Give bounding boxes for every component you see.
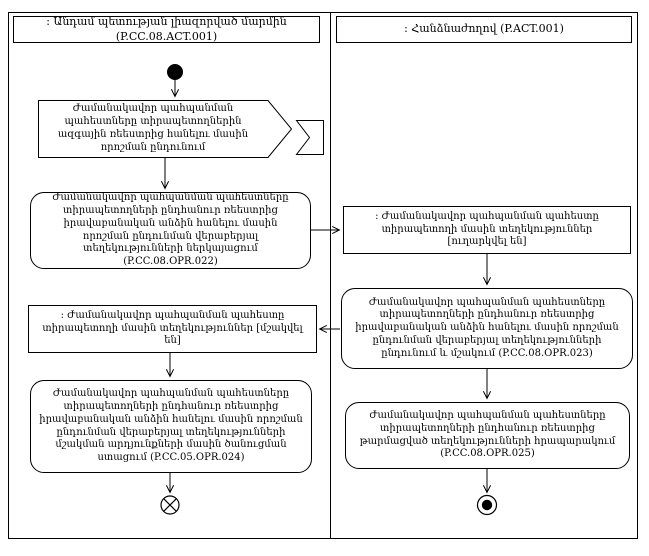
object-node-info-processed	[28, 305, 317, 353]
action-node-opr-025	[345, 402, 630, 469]
activity-final-icon	[478, 496, 497, 515]
object-node-info-sent-label: : Ժամանակավոր պահպանման պահեստը տիրապետողի մասին տեղեկություններ [ուղարկվել են]	[375, 210, 599, 248]
action-opr-023-label: Ժամանակավոր պահպանման պահեստները տիրապետողների ընդհանուր ռեեստրից իրավաբանական անձին հանելու մասին որոշման ընդունման վերաբերյալ տեղեկությունների ընդունում և մշակում (P.CC.08.OPR.023)	[355, 296, 619, 359]
lane-header-commission-label: : Հանձնաժողով (P.ACT.001)	[404, 22, 564, 36]
receive-signal-icon	[297, 121, 324, 155]
action-node-opr-024	[30, 380, 312, 473]
lane-header-commission	[336, 16, 632, 43]
action-node-opr-022	[30, 192, 311, 269]
action-opr-024-label: Ժամանակավոր պահպանման պահեստները տիրապետողների ընդհանուր ռեեստրից իրավաբանական անձին հանելու մասին որոշման ընդունման վերաբերյալ տեղեկությունների մշակման արդյունքների մասին ծանուցման ստացում (P.CC.05.OPR.024)	[39, 388, 303, 464]
flow-final-icon	[161, 496, 179, 514]
initial-node-icon	[167, 64, 183, 80]
action-node-opr-023	[341, 288, 633, 369]
lane-header-authorized-body	[13, 16, 320, 43]
receive-decision-label: Ժամանակավոր պահպանման պահեստները տիրապետողներին ազգային ռեեստրից հանելու մասին որոշման ընդունում	[57, 103, 249, 153]
lane-header-authorized-body-label: : Անդամ պետության լիազորված մարմին (P.CC.08.ACT.001)	[46, 15, 287, 43]
receive-decision-node	[44, 102, 262, 156]
object-node-info-processed-label: : Ժամանակավոր պահպանման պահեստը տիրապետողի մասին տեղեկություններ [մշակվել են]	[42, 309, 303, 347]
action-opr-025-label: Ժամանակավոր պահպանման պահեստները տիրապետողների ընդհանուր ռեեստրից թարմացված տեղեկությունների հրապարակում (P.CC.08.OPR.025)	[359, 409, 616, 460]
object-node-info-sent	[343, 206, 631, 254]
action-opr-022-label: Ժամանակավոր պահպանման պահեստները տիրապետողների ընդհանուր ռեեստրից իրավաբանական անձին հանելու մասին որոշման ընդունման վերաբերյալ տեղեկությունների ներկայացում (P.CC.08.OPR.022)	[52, 192, 289, 268]
